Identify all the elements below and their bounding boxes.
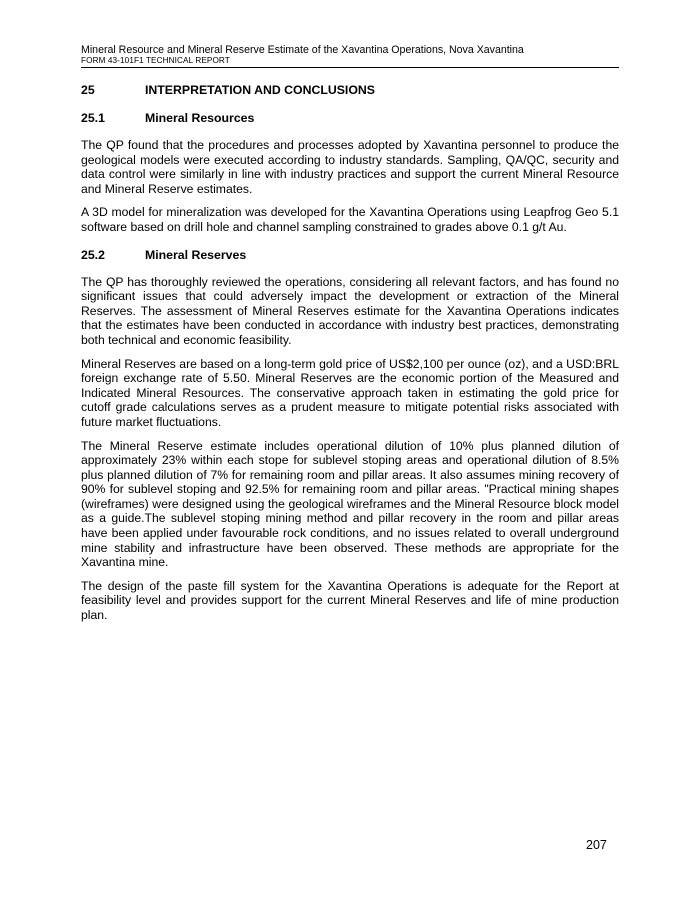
document-body (81, 82, 619, 632)
subsection-title: Mineral Resources (145, 111, 255, 125)
section-heading (81, 82, 619, 98)
paragraph: The QP found that the procedures and processes adopted by Xavantina personnel to produce the geological models were executed according to industry standards. Sampling, QA/QC, security and data control were similarly in line with industry practices and support the current Mineral Resource and Mineral Reserve estimates. (81, 138, 619, 196)
paragraph: A 3D model for mineralization was developed for the Xavantina Operations using Leapfrog Geo 5.1 software based on drill hole and channel sampling constrained to grades above 0.1 g/t Au. (81, 205, 619, 234)
subsection-title: Mineral Reserves (145, 247, 247, 262)
paragraph: Mineral Reserves are based on a long-term gold price of US$2,100 per ounce (oz), and a USD:BRL foreign exchange rate of 5.50. Mineral Reserves are the economic portion of the Measured and Indicated Mineral Resources. The conservative approach taken in estimating the gold price for cutoff grade calculations serves as a prudent measure to mitigate potential risks associated with future market fluctuations. (81, 356, 619, 429)
subsection-heading-mineral-reserves (81, 247, 619, 263)
section-title: INTERPRETATION AND CONCLUSIONS (145, 83, 375, 97)
header-divider (81, 67, 619, 68)
page-number: 207 (586, 838, 607, 852)
subsection-number: 25.1 (81, 111, 105, 125)
section-number: 25 (81, 83, 95, 97)
paragraph: The QP has thoroughly reviewed the operations, considering all relevant factors, and has found no significant issues that could adversely impact the development or extraction of the Mineral Reserves. The assessment of Mineral Reserves estimate for the Xavantina Operations indicates that the estimates have been conducted in accordance with industry best practices, demonstrating both technical and economic feasibility. (81, 274, 619, 347)
running-header-title: Mineral Resource and Mineral Reserve Estimate of the Xavantina Operations, Nova Xavantina (81, 44, 524, 56)
subsection-heading-mineral-resources (81, 110, 619, 126)
running-header-subtitle: FORM 43-101F1 TECHNICAL REPORT (81, 56, 230, 65)
paragraph: The Mineral Reserve estimate includes operational dilution of 10% plus planned dilution of approximately 23% within each stope for sublevel stoping areas and operational dilution of 8.5% plus planned dilution of 7% for remaining room and pillar areas. It also assumes mining recovery of 90% for sublevel stoping and 92.5% for remaining room and pillar areas. "Practical mining shapes (wireframes) were designed using the geological wireframes and the Mineral Resource block model as a guide.The sublevel stoping mining method and pillar recovery in the room and pillar areas have been applied under favourable rock conditions, and no issues related to overall underground mine stability and infrastructure have been observed. These methods are appropriate for the Xavantina mine. (81, 438, 619, 570)
paragraph: The design of the paste fill system for the Xavantina Operations is adequate for the Report at feasibility level and provides support for the current Mineral Reserves and life of mine production plan. (81, 578, 619, 623)
subsection-number: 25.2 (81, 247, 105, 262)
